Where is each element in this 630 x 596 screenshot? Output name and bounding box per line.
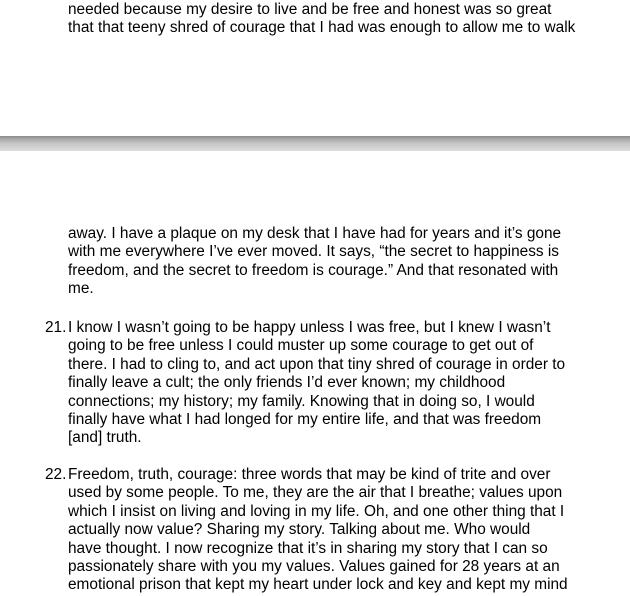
text-line: I know I wasn’t going to be happy unless I was free, but I knew I wasn’t (68, 319, 551, 336)
text-line: connections; my history; my family. Knowing that in doing so, I would (68, 392, 535, 410)
text-line: finally have what I had longed for my entire life, and that was freedom (68, 410, 542, 428)
document-page-bottom (0, 151, 630, 596)
text-line: away. I have a plaque on my desk that I have had for years and it’s gone (68, 225, 562, 242)
text-line: [and] truth. (68, 429, 142, 447)
document-page-top (0, 0, 630, 136)
text-line: with me everywhere I’ve ever moved. It says, “the secret to happiness is (68, 243, 559, 261)
page-separator (0, 136, 630, 151)
text-line: Freedom, truth, courage: three words that may be kind of trite and over (68, 466, 551, 483)
text-line: needed because my desire to live and be free and honest was so great (68, 1, 552, 18)
text-line: actually now value? Sharing my story. Talking about me. Who would (68, 521, 531, 539)
text-line: freedom, and the secret to freedom is courage.” And that resonated with (68, 261, 559, 279)
text-line: which I insist on living and loving in my life. Oh, and one other thing that I (68, 502, 565, 520)
text-line: there. I had to cling to, and act upon that tiny shred of courage in order to (68, 355, 566, 373)
page-top-paragraph (68, 1, 575, 38)
text-line: have thought. I now recognize that it’s in sharing my story that I can so (68, 539, 548, 557)
text-line: emotional prison that kept my heart under lock and key and kept my mind (68, 576, 568, 594)
list-item-number: 22. (45, 466, 67, 483)
text-line: passionately share with you my values. Values gained for 28 years at an (68, 557, 560, 575)
text-line: me. (68, 280, 94, 298)
text-line: used by some people. To me, they are the air that I breathe; values upon (68, 484, 563, 502)
text-line: going to be free unless I could muster up some courage to get out of (68, 337, 534, 355)
text-line: finally leave a cult; the only friends I’d ever known; my childhood (68, 374, 506, 392)
list-item-21 (68, 319, 565, 448)
text-line: that that teeny shred of courage that I had was enough to allow me to walk (68, 19, 576, 37)
list-item-22 (68, 466, 568, 595)
list-item-number: 21. (45, 319, 67, 336)
continuation-paragraph (68, 225, 561, 299)
